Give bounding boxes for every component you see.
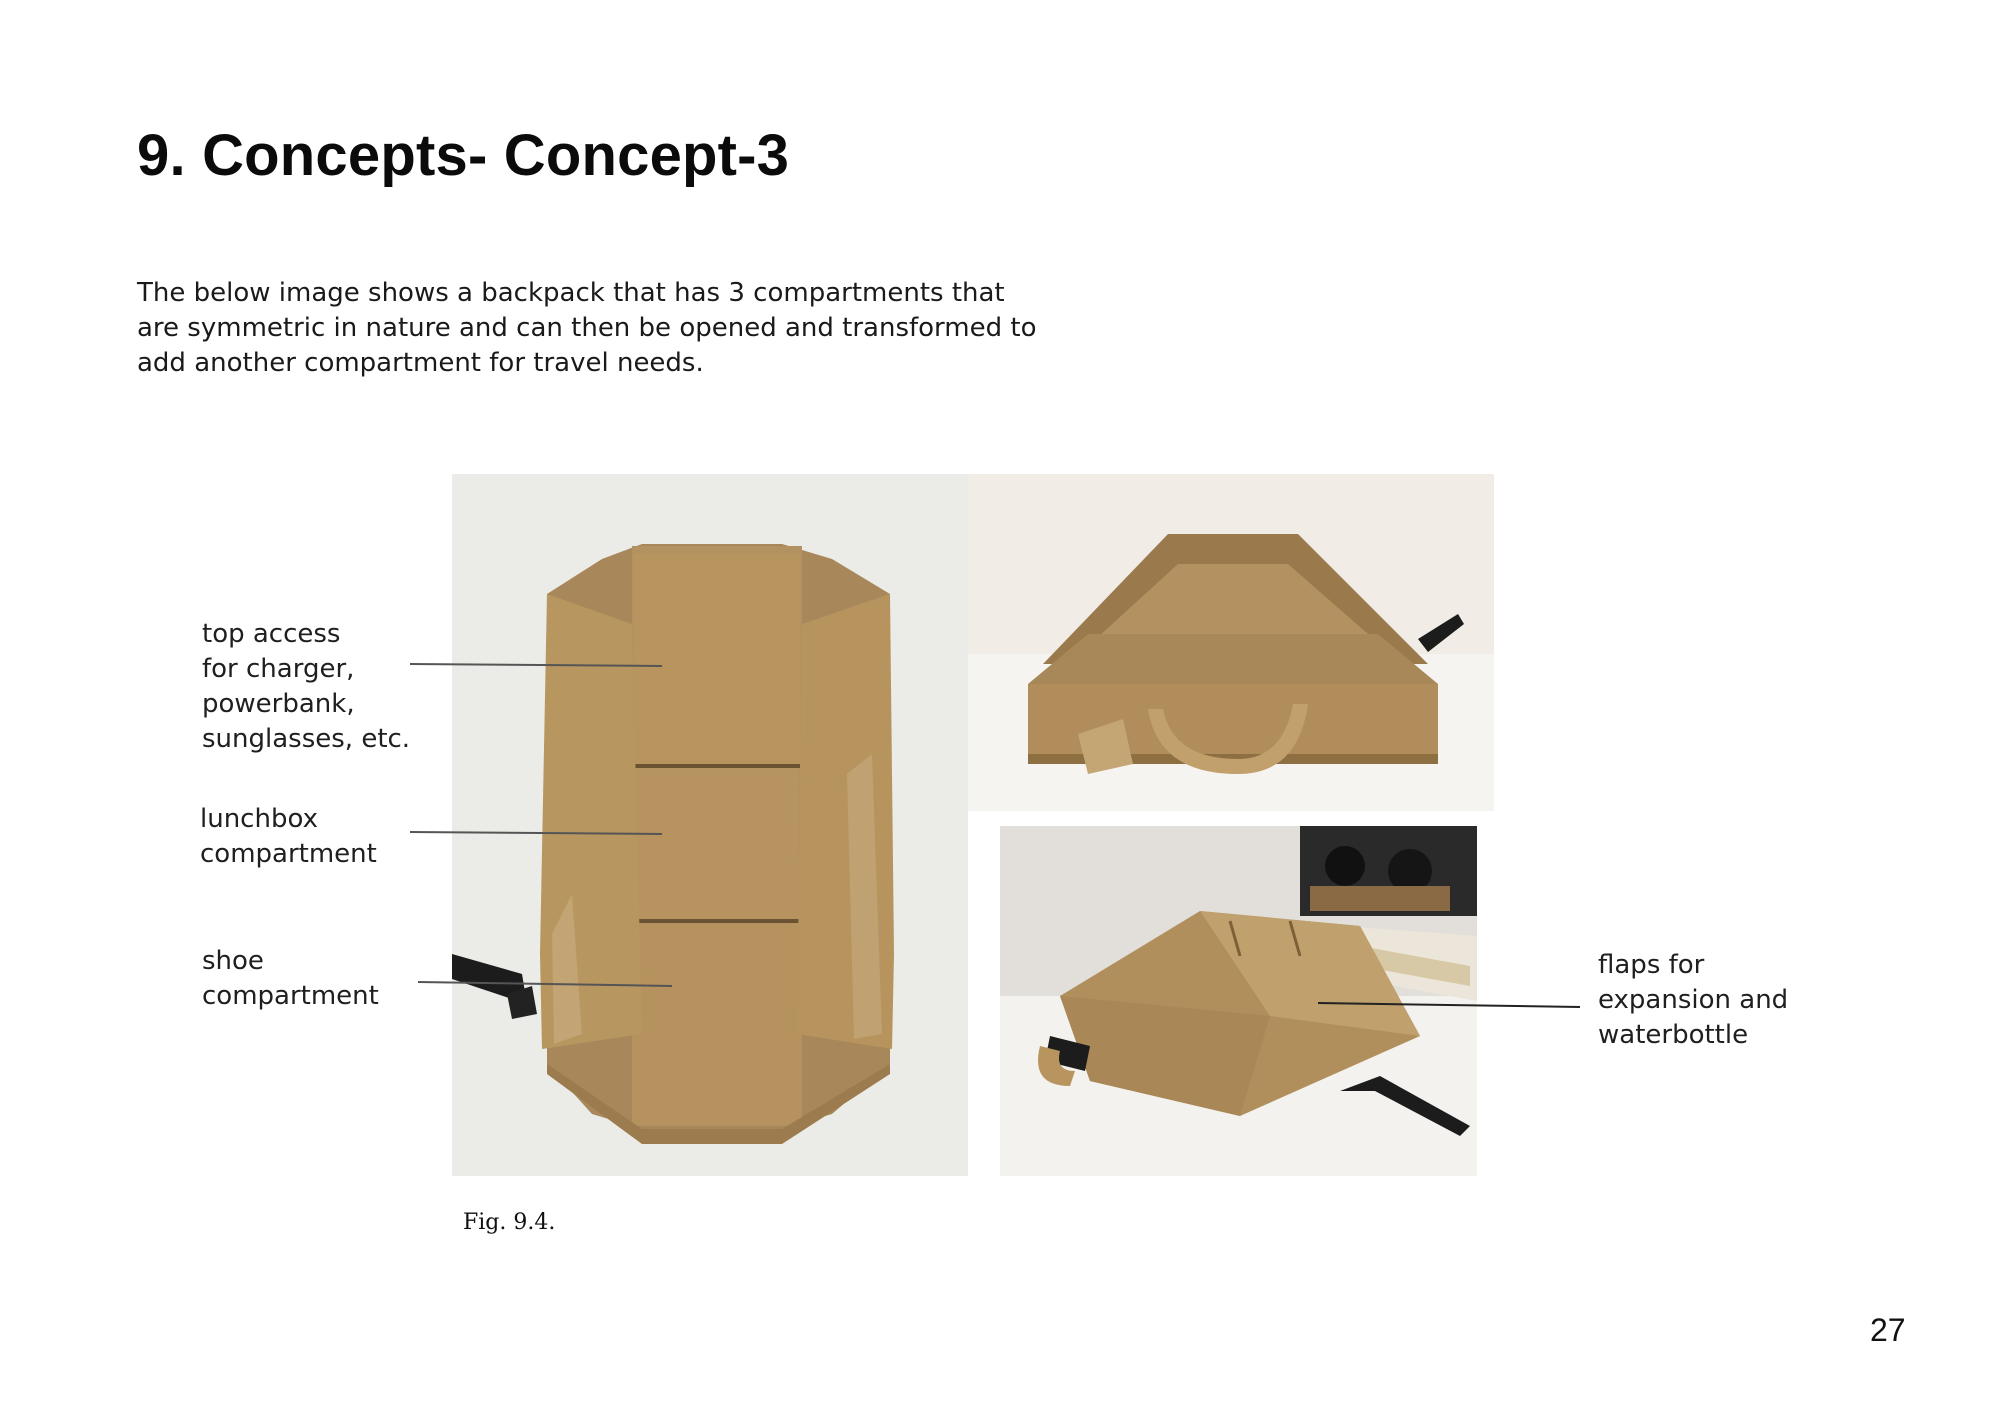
- annotation-lunchbox: lunchbox compartment: [200, 804, 377, 869]
- intro-paragraph: The below image shows a backpack that has 3 compartments that are symmetric in nature and can then be opened and transformed to add another compartment for travel needs.: [137, 278, 1037, 378]
- annotation-flaps: flaps for expansion and waterbottle: [1598, 950, 1789, 1050]
- annotation-top-access: top access for charger, powerbank, sunglasses, etc.: [202, 619, 411, 754]
- backpack-top-photo: [968, 474, 1494, 811]
- annotation-shoe: shoe compartment: [202, 946, 379, 1011]
- backpack-angled-photo: [1000, 826, 1477, 1176]
- figure-caption: Fig. 9.4.: [463, 1210, 556, 1235]
- page-title: 9. Concepts- Concept-3: [137, 123, 790, 188]
- backpack-front-photo: [452, 474, 968, 1176]
- page-number: 27: [1870, 1312, 1906, 1348]
